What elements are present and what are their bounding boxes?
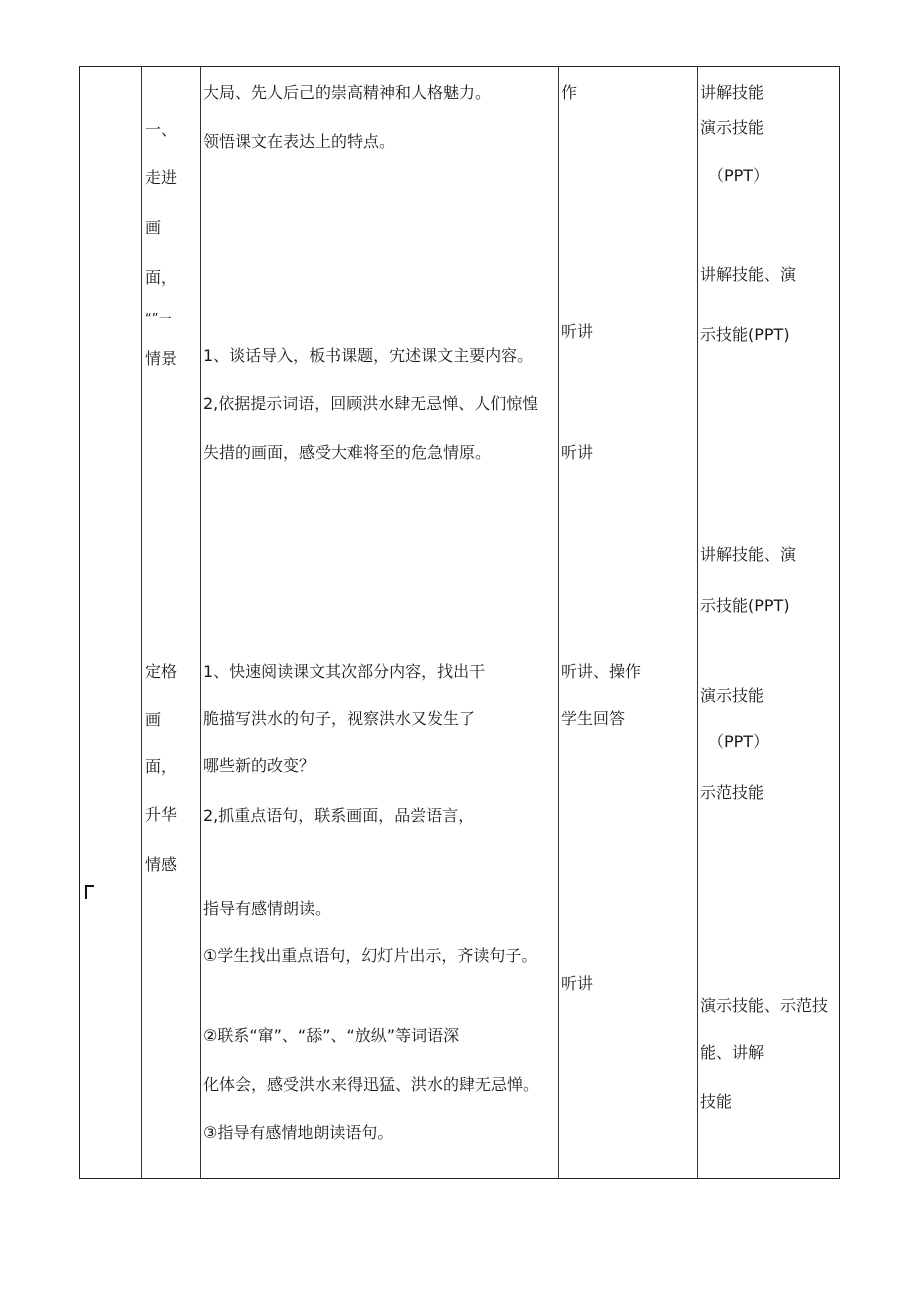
content-line: 1、谈话导入，板书课题，宄述课文主要内容。 bbox=[203, 346, 534, 365]
column-divider bbox=[558, 67, 559, 1178]
content-line: 2,抓重点语句，联系画面，品尝语言， bbox=[203, 806, 475, 825]
column-divider bbox=[200, 67, 201, 1178]
stage-title-line: 走进 bbox=[145, 168, 178, 187]
content-line: 脆描写洪水的句子，视察洪水又发生了 bbox=[203, 709, 476, 728]
skill-line: 讲解技能 bbox=[700, 83, 765, 102]
content-line: 指导有感情朗读。 bbox=[203, 899, 332, 918]
activity-line: 听讲、操作 bbox=[561, 662, 642, 681]
activity-line: 听讲 bbox=[561, 322, 594, 341]
content-line: 大局、先人后己的崇高精神和人格魅力。 bbox=[203, 83, 492, 102]
stage-title-line: 升华 bbox=[145, 805, 178, 824]
column-divider bbox=[697, 67, 698, 1178]
skill-line: 示范技能 bbox=[700, 783, 765, 802]
skill-line: 讲解技能、演 bbox=[700, 265, 797, 284]
content-line: 失措的画面，感受大难将至的危急情原。 bbox=[203, 443, 492, 462]
skill-line: 演示技能 bbox=[700, 686, 765, 705]
stage-title-line: 一、 bbox=[145, 120, 178, 139]
content-line: 化体会，感受洪水来得迅猛、洪水的肆无忌惮。 bbox=[203, 1075, 540, 1094]
stage-title-line: 定格 bbox=[145, 662, 178, 681]
corner-bracket-mark bbox=[85, 885, 94, 899]
stage-title-line: “”一 bbox=[145, 312, 172, 327]
stage-title-line: 画 bbox=[145, 218, 162, 237]
stage-title-line: 情感 bbox=[145, 855, 178, 874]
skill-line: （PPT） bbox=[708, 166, 770, 185]
skill-line: 技能 bbox=[700, 1092, 733, 1111]
skill-line: 示技能(PPT) bbox=[700, 596, 790, 615]
activity-line: 学生回答 bbox=[561, 709, 626, 728]
content-line: 领悟课文在表达上的特点。 bbox=[203, 132, 396, 151]
content-line: ③指导有感情地朗读语句。 bbox=[203, 1123, 394, 1142]
activity-line: 作 bbox=[561, 83, 578, 102]
skill-line: （PPT） bbox=[708, 732, 770, 751]
content-line: 哪些新的改变？ bbox=[203, 756, 316, 775]
content-line: ①学生找出重点语句，幻灯片出示，齐读句子。 bbox=[203, 946, 538, 965]
stage-title-line: 画 bbox=[145, 710, 162, 729]
content-line: ②联系“窜”、“舔”、“放纵”等词语深 bbox=[203, 1026, 460, 1045]
content-line: 2,依据提示词语，回顾洪水肆无忌惮、人们惊惶 bbox=[203, 394, 539, 413]
content-line: 1、快速阅读课文其次部分内容，找出干 bbox=[203, 662, 486, 681]
skill-line: 演示技能 bbox=[700, 118, 765, 137]
skill-line: 讲解技能、演 bbox=[700, 545, 797, 564]
activity-line: 听讲 bbox=[561, 974, 594, 993]
stage-title-line: 情景 bbox=[145, 349, 178, 368]
stage-title-line: 面， bbox=[145, 757, 178, 776]
skill-line: 示技能(PPT) bbox=[700, 325, 790, 344]
column-divider bbox=[141, 67, 142, 1178]
skill-line: 能、讲解 bbox=[700, 1043, 765, 1062]
activity-line: 听讲 bbox=[561, 443, 594, 462]
skill-line: 演示技能、示范技 bbox=[700, 996, 829, 1015]
stage-title-line: 面， bbox=[145, 268, 178, 287]
